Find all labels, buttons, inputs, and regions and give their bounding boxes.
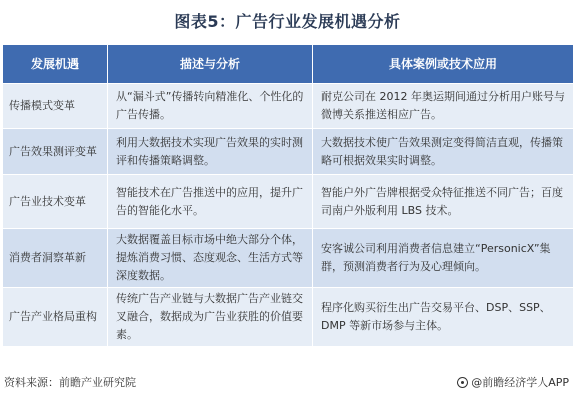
table-row <box>3 84 574 129</box>
brand-credit <box>457 374 569 390</box>
figure-title: 图表5：广告行业发展机遇分析 <box>174 12 401 31</box>
table-row <box>3 175 574 229</box>
opportunity-cell: 传播模式变革 <box>3 84 108 129</box>
case-cell: 耐克公司在 2012 年奥运期间通过分析用户账号与微博关系推送相应广告。 <box>313 84 574 129</box>
opportunity-cell: 广告产业格局重构 <box>3 288 108 347</box>
case-cell: 安客诚公司利用消费者信息建立“PersonicX”集群，预测消费者行为及心理倾向。 <box>313 229 574 288</box>
opportunity-cell: 消费者洞察革新 <box>3 229 108 288</box>
description-cell: 智能技术在广告推送中的应用，提升广告的智能化水平。 <box>108 175 313 229</box>
circle-logo-icon <box>457 377 468 388</box>
table-row <box>3 288 574 347</box>
case-cell: 大数据技术使广告效果测定变得简洁直观，传播策略可根据效果实时调整。 <box>313 129 574 175</box>
opportunity-cell: 广告业技术变革 <box>3 175 108 229</box>
table-row <box>3 229 574 288</box>
opportunity-cell: 广告效果测评变革 <box>3 129 108 175</box>
description-cell: 大数据覆盖目标市场中绝大部分个体，提炼消费习惯、态度观念、生活方式等深度数据。 <box>108 229 313 288</box>
header-description: 描述与分析 <box>108 45 313 84</box>
brand-text: @前瞻经济学人APP <box>471 376 569 389</box>
case-cell: 程序化购买衍生出广告交易平台、DSP、SSP、DMP 等新市场参与主体。 <box>313 288 574 347</box>
opportunity-table <box>2 44 574 347</box>
source-note: 资料来源：前瞻产业研究院 <box>4 376 136 389</box>
table-header-row <box>3 45 574 84</box>
header-case: 具体案例或技术应用 <box>313 45 574 84</box>
case-cell: 智能户外广告牌根据受众特征推送不同广告；百度司南户外版利用 LBS 技术。 <box>313 175 574 229</box>
description-cell: 利用大数据技术实现广告效果的实时测评和传播策略调整。 <box>108 129 313 175</box>
description-cell: 从“漏斗式”传播转向精准化、个性化的广告传播。 <box>108 84 313 129</box>
description-cell: 传统广告产业链与大数据广告产业链交叉融合，数据成为广告业获胜的价值要素。 <box>108 288 313 347</box>
header-opportunity: 发展机遇 <box>3 45 108 84</box>
table-row <box>3 129 574 175</box>
